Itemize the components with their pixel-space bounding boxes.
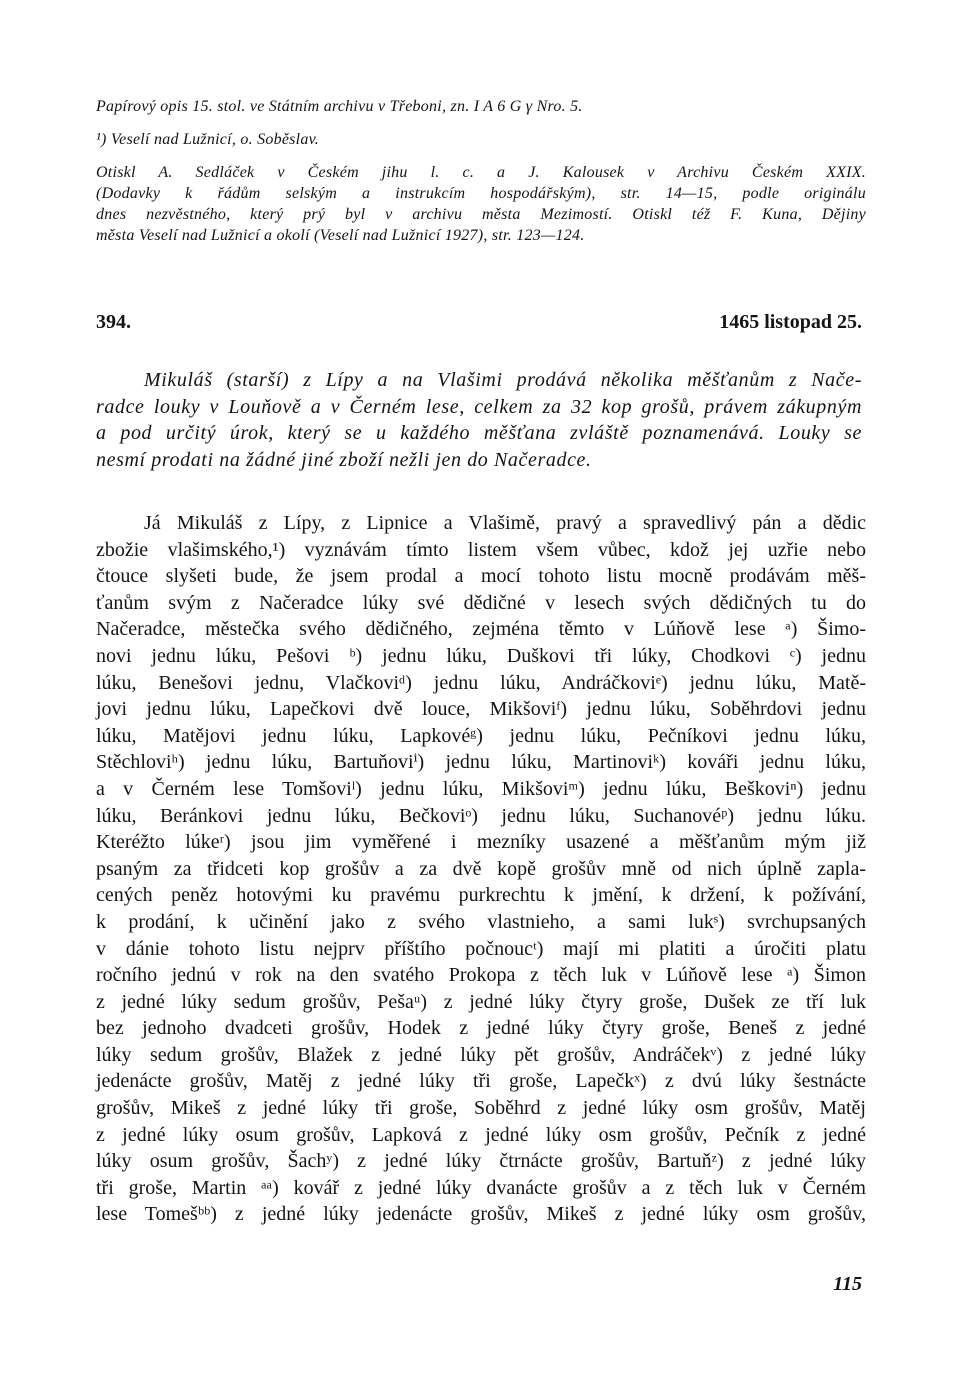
- regest-line: Mikuláš (starší) z Lípy a na Vlašimi prodává několika měšťanům z Nače-: [144, 369, 862, 391]
- edition-note-line: Otiskl A. Sedláček v Českém jihu l. c. a J. Kalousek v Archivu Českém XXIX.: [96, 164, 866, 181]
- text-line: lúky osum grošův, Šachʸ) z jedné lúky čtrnácte grošův, Bartuňᶻ) z jedné lúky: [96, 1150, 866, 1173]
- text-line: novi jednu lúku, Pešovi ᵇ) jednu lúku, Duškovi tři lúky, Chodkovi ᶜ) jednu: [96, 644, 866, 667]
- text-line: lúky sedum grošův, Blažek z jedné lúky pět grošův, Andráčekᵛ) z jedné lúky: [96, 1043, 866, 1066]
- source-note-archive: Papírový opis 15. stol. ve Státním archivu v Třeboni, zn. I A 6 G γ Nro. 5.: [96, 98, 583, 115]
- text-line: v dánie tohoto listu nejprv příštího počnoucᵗ) mají mi platiti a úročiti platu: [96, 937, 866, 960]
- edition-note-line: města Veselí nad Lužnicí a okolí (Veselí nad Lužnicí 1927), str. 123—124.: [96, 227, 585, 244]
- text-line: Já Mikuláš z Lípy, z Lipnice a Vlašimě, pravý a spravedlivý pán a dědic: [144, 512, 866, 534]
- text-line: Kteréžto lúkeʳ) jsou jim vyměřené i mezníky usazené a měšťanům mým již: [96, 831, 866, 854]
- source-notes: [96, 96, 866, 246]
- page-number: 115: [833, 1273, 862, 1295]
- regest: [96, 367, 862, 474]
- document-date: 1465 listopad 25.: [719, 311, 862, 333]
- text-line: jovi jednu lúku, Lapečkovi dvě louce, Mikšoviᶠ) jednu lúku, Soběhrdovi jednu: [96, 698, 866, 721]
- text-line: grošův, Mikeš z jedné lúky tři groše, Soběhrd z jedné lúky osm grošův, Matěj: [96, 1097, 866, 1120]
- footnote-1: ¹) Veselí nad Lužnicí, o. Soběslav.: [96, 131, 319, 148]
- text-line: čtouce slyšeti bude, že jsem prodal a mocí tohoto listu mocně prodávám měš-: [96, 565, 866, 588]
- document-heading: [96, 310, 862, 334]
- regest-line: nesmí prodati na žádné jiné zboží nežli jen do Načeradce.: [96, 449, 592, 472]
- text-line: zbožie vlašimského,¹) vyznávám tímto listem všem vůbec, kdož jej uzřie nebo: [96, 538, 866, 561]
- text-line: ťanům svým z Načeradce lúky své dědičné v lesech svých dědičných tu do: [96, 591, 866, 614]
- text-line: tři groše, Martin ᵃᵃ) kovář z jedné lúky dvanácte grošův a z těch luk v Černém: [96, 1176, 866, 1199]
- text-line: z jedné lúky osum grošův, Lapková z jedné lúky osm grošův, Pečník z jedné: [96, 1123, 866, 1146]
- regest-line: radce louky v Louňově a v Černém lese, celkem za 32 kop grošů, právem zákupným: [96, 395, 862, 418]
- edition-note-line: (Dodavky k řádům selským a instrukcím hospodářským), str. 14—15, podle originálu: [96, 185, 866, 202]
- regest-line: a pod určitý úrok, který se u každého měšťana zvláště poznamenává. Louky se: [96, 422, 862, 445]
- text-line: bez jednoho dvadceti grošův, Hodek z jedné lúky čtyry groše, Beneš z jedné: [96, 1017, 866, 1040]
- text-line: psaným za třidceti kop grošův a za dvě kopě grošův mně od nich úplně zapla-: [96, 857, 866, 880]
- document-number: 394.: [96, 311, 131, 333]
- edition-note-line: dnes nezvěstného, který prý byl v archivu města Mezimostí. Otiskl též F. Kuna, Dějiny: [96, 206, 866, 223]
- text-line: lúku, Beránkovi jednu lúku, Bečkoviᵒ) jednu lúku, Suchanovéᵖ) jednu lúku.: [96, 804, 866, 827]
- text-line: ročního jednú v rok na den svatého Prokopa z těch luk v Lúňově lese ᵃ) Šimon: [96, 964, 866, 987]
- charter-text: [96, 510, 866, 1228]
- text-line: k prodání, k učinění jako z svého vlastnieho, a sami lukˢ) svrchupsaných: [96, 910, 866, 933]
- text-line: a v Černém lese Tomšoviˡ) jednu lúku, Mikšoviᵐ) jednu lúku, Beškoviⁿ) jednu: [96, 777, 866, 800]
- text-line: Načeradce, městečka svého dědičného, zejména těmto v Lúňově lese ᵃ) Šimo-: [96, 618, 866, 641]
- text-line: cených peněz hotovými ku pravému purkrechtu k jmění, k držení, k požívání,: [96, 884, 866, 907]
- text-line: z jedné lúky sedum grošův, Pešaᵘ) z jedné lúky čtyry groše, Dušek ze tří luk: [96, 990, 866, 1013]
- text-line: lúku, Benešovi jednu, Vlačkoviᵈ) jednu lúku, Andráčkoviᵉ) jednu lúku, Matě-: [96, 671, 866, 694]
- text-line: lese Tomešᵇᵇ) z jedné lúky jedenácte grošův, Mikeš z jedné lúky osm grošův,: [96, 1203, 866, 1226]
- text-line: Stěchloviʰ) jednu lúku, Bartuňoviⁱ) jednu lúku, Martinoviᵏ) kováři jednu lúku,: [96, 751, 866, 774]
- text-line: lúku, Matějovi jednu lúku, Lapkovéᵍ) jednu lúku, Pečníkovi jednu lúku,: [96, 724, 866, 747]
- text-line: jedenácte grošův, Matěj z jedné lúky tři groše, Lapečkˣ) z dvú lúky šestnácte: [96, 1070, 866, 1093]
